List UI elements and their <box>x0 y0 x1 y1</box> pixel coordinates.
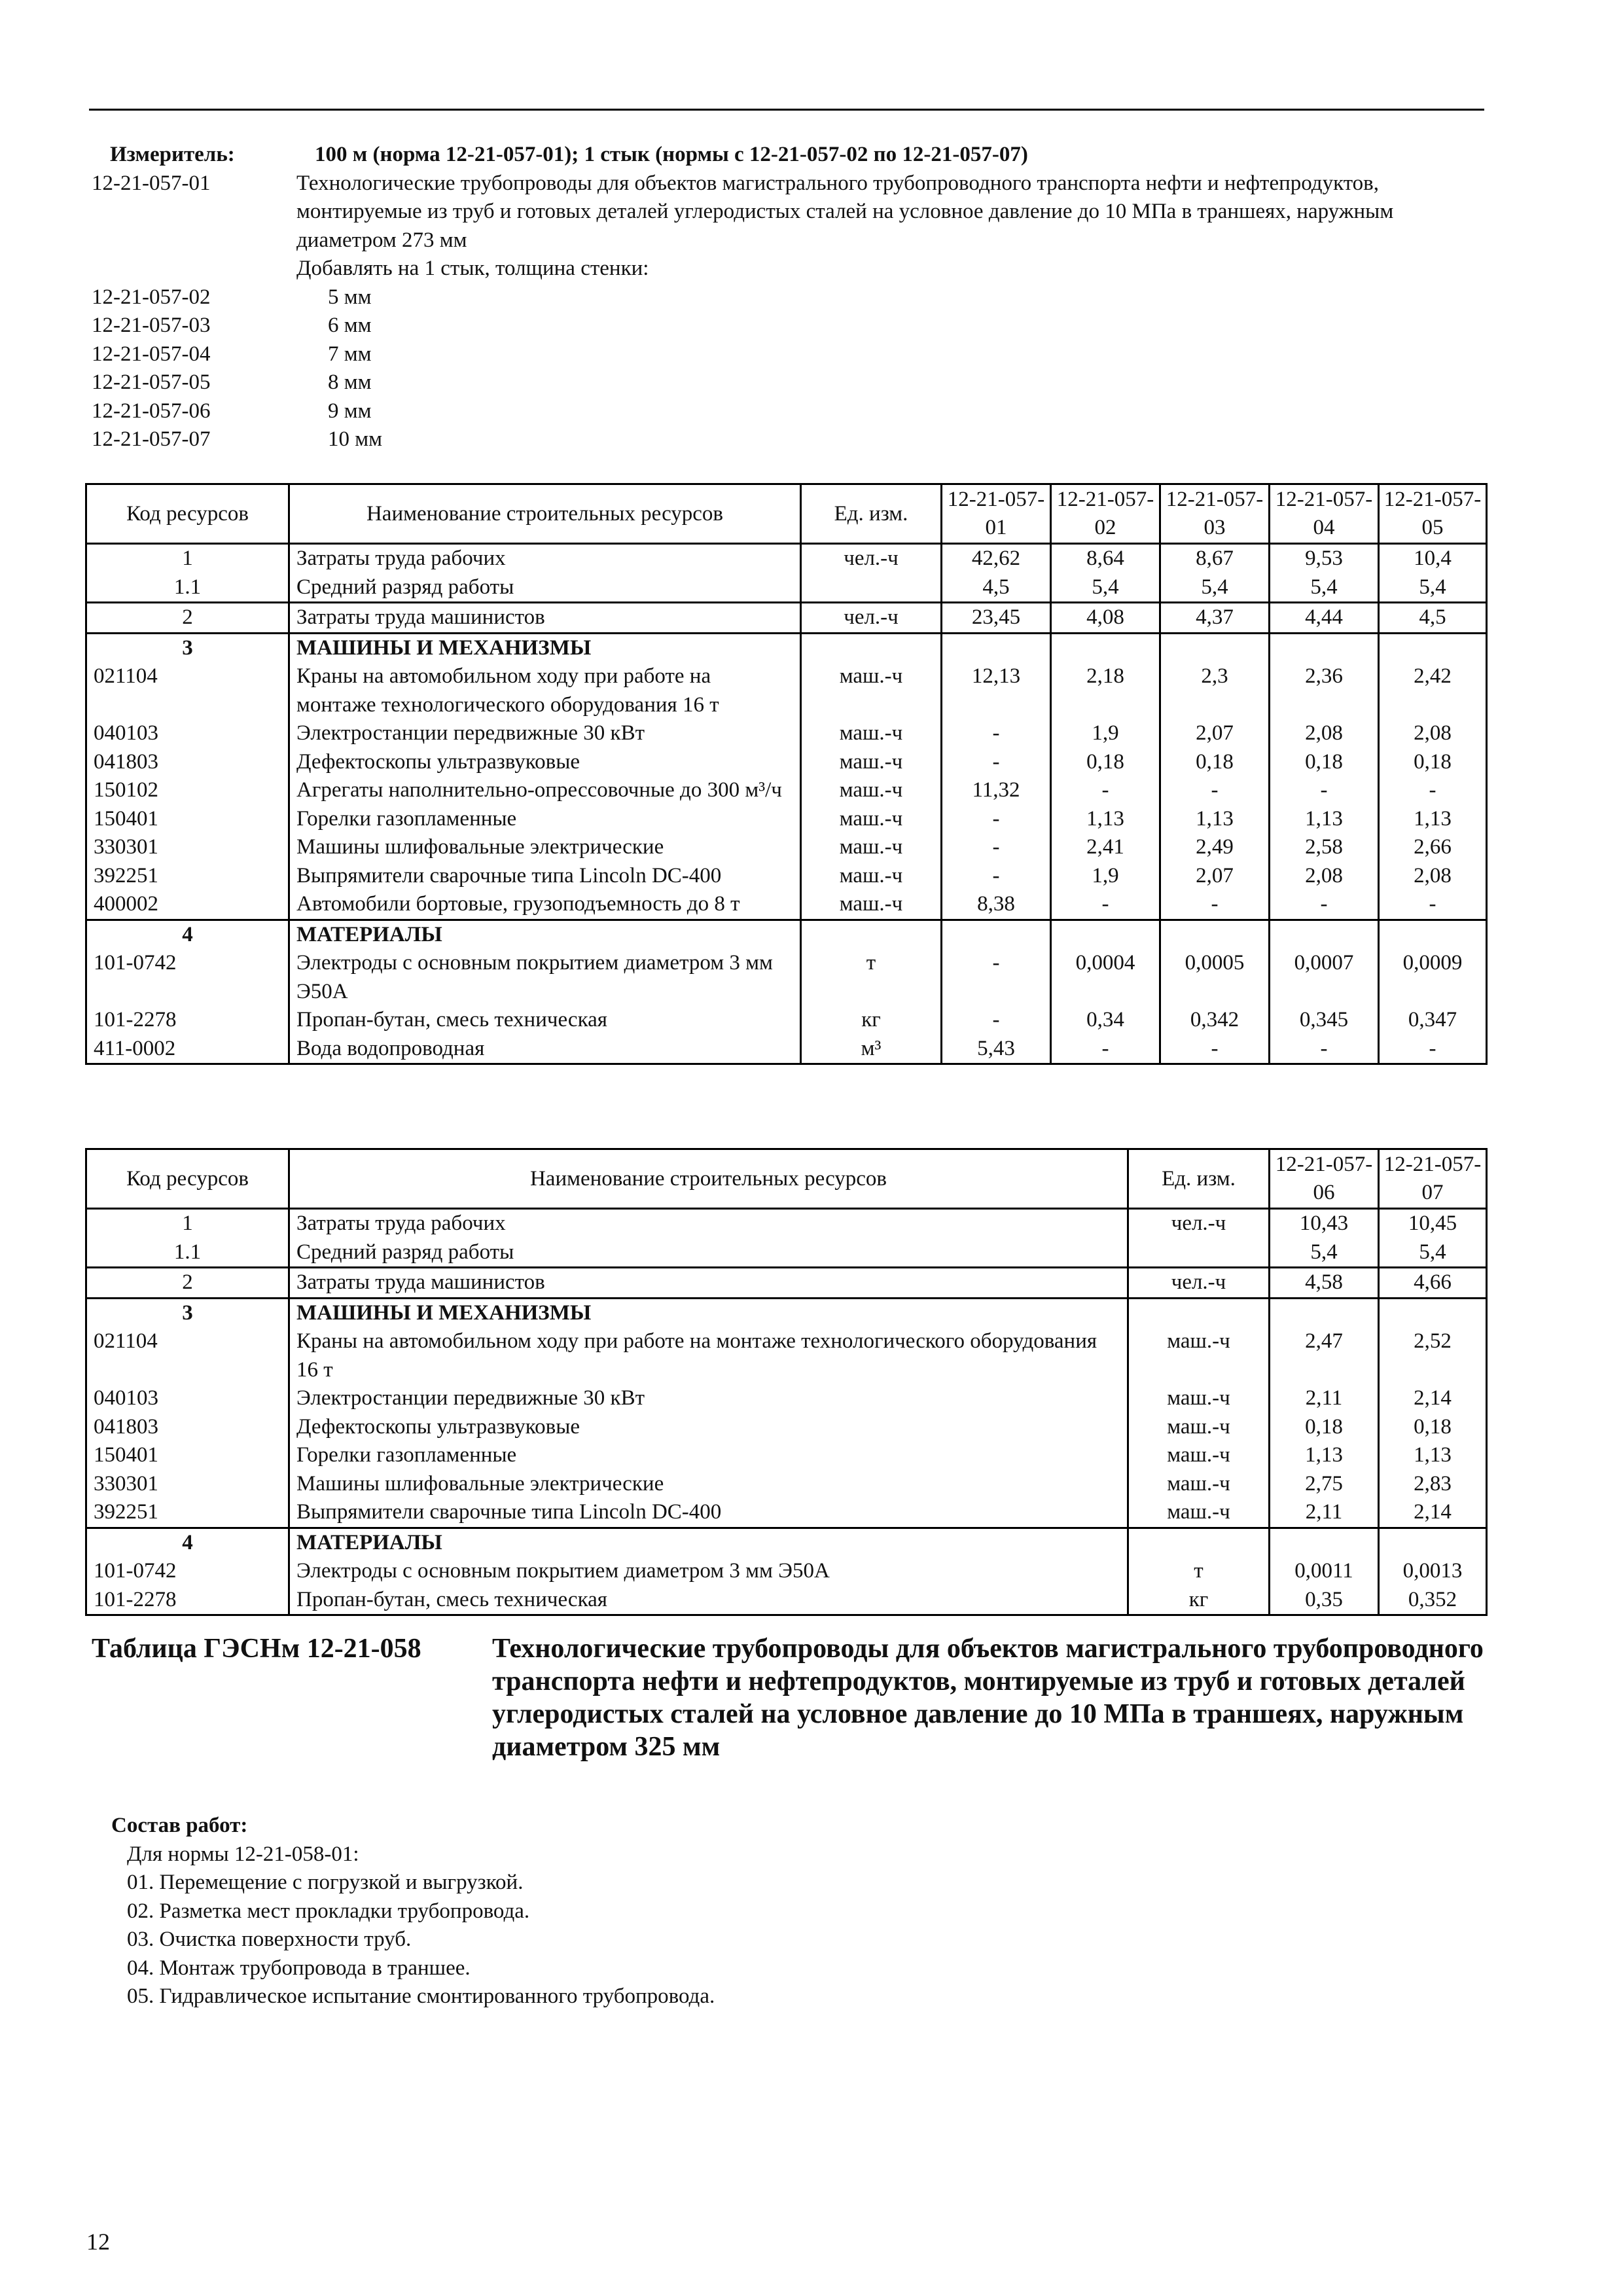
cell-value: 0,18 <box>1379 748 1487 777</box>
cell-value: 2,14 <box>1379 1498 1487 1528</box>
cell-value: 23,45 <box>942 603 1051 634</box>
cell-value: 1,13 <box>1270 805 1379 834</box>
cell-value: - <box>1270 776 1379 805</box>
resources-table-2 <box>85 1148 1488 1616</box>
cell-unit: чел.-ч <box>1128 1268 1270 1299</box>
cell-value: 42,62 <box>942 544 1051 573</box>
cell-value: - <box>942 719 1051 748</box>
cell-name: Выпрямители сварочные типа Lincoln DC-400 <box>289 862 801 891</box>
norm-code: 12-21-057-01 <box>92 171 211 195</box>
cell-value: 5,4 <box>1270 1238 1379 1268</box>
table-row <box>86 1557 1487 1586</box>
header-norm: 12-21-057-07 <box>1379 1149 1487 1209</box>
header-norm: 12-21-057-05 <box>1379 484 1487 544</box>
table-row <box>86 1238 1487 1268</box>
table-row <box>86 1298 1487 1327</box>
cell-unit: маш.-ч <box>1128 1441 1270 1470</box>
work-item: 05. Гидравлическое испытание смонтированного трубопровода. <box>127 1984 715 2008</box>
cell-value: 4,08 <box>1051 603 1160 634</box>
work-item: 01. Перемещение с погрузкой и выгрузкой. <box>127 1871 524 1894</box>
cell-code: 021104 <box>86 1327 289 1384</box>
cell-name: Средний разряд работы <box>289 1238 1128 1268</box>
table-row <box>86 833 1487 862</box>
cell-code: 101-0742 <box>86 949 289 1006</box>
table-title <box>92 1632 1486 1763</box>
cell-unit: маш.-ч <box>801 805 942 834</box>
cell-name: Горелки газопламенные <box>289 805 801 834</box>
cell-name: Машины шлифовальные электрические <box>289 833 801 862</box>
table-row <box>86 776 1487 805</box>
header-name: Наименование строительных ресурсов <box>289 1149 1128 1209</box>
cell-name: Затраты труда машинистов <box>289 1268 1128 1299</box>
table-row <box>86 1586 1487 1615</box>
cell-unit: маш.-ч <box>801 719 942 748</box>
cell-code: 1 <box>86 544 289 573</box>
cell-value: 2,08 <box>1270 719 1379 748</box>
resources-table-1 <box>85 483 1488 1065</box>
cell-value: 2,66 <box>1379 833 1487 862</box>
cell-code: 411-0002 <box>86 1035 289 1064</box>
cell-value: 2,08 <box>1270 862 1379 891</box>
cell-value: 0,18 <box>1379 1413 1487 1442</box>
table-title-text: Технологические трубопроводы для объектов магистрального трубопроводного транспорта нефти и нефтепродуктов, монтируемые из труб и готовых деталей углеродистых сталей на условное давление до 10 МПа в траншеях, наружным диаметром 325 мм <box>492 1634 1484 1762</box>
norm-text: 5 мм <box>328 285 372 309</box>
header-norm: 12-21-057-04 <box>1270 484 1379 544</box>
cell-code: 330301 <box>86 833 289 862</box>
cell-unit: чел.-ч <box>801 603 942 634</box>
cell-value: 1,13 <box>1160 805 1270 834</box>
cell-name: Затраты труда машинистов <box>289 603 801 634</box>
cell-value: 1,13 <box>1379 805 1487 834</box>
cell-unit: маш.-ч <box>801 890 942 920</box>
cell-value <box>1051 920 1160 949</box>
header-name: Наименование строительных ресурсов <box>289 484 801 544</box>
cell-value: 5,4 <box>1051 573 1160 603</box>
table-row <box>86 1384 1487 1413</box>
norm-text: 8 мм <box>328 370 372 394</box>
norm-code: 12-21-057-06 <box>92 399 211 423</box>
cell-value: 5,4 <box>1379 573 1487 603</box>
cell-unit: кг <box>801 1006 942 1035</box>
top-rule <box>89 109 1484 111</box>
cell-value: 2,83 <box>1379 1470 1487 1499</box>
cell-unit: чел.-ч <box>801 544 942 573</box>
cell-code: 040103 <box>86 1384 289 1413</box>
norm-text: 7 мм <box>328 342 372 366</box>
measurement-block <box>92 141 1486 454</box>
cell-value: 0,0007 <box>1270 949 1379 1006</box>
cell-value <box>1160 920 1270 949</box>
cell-value: 0,34 <box>1051 1006 1160 1035</box>
cell-value: 1,9 <box>1051 719 1160 748</box>
cell-value: 0,0011 <box>1270 1557 1379 1586</box>
cell-value: 8,38 <box>942 890 1051 920</box>
cell-name: МАШИНЫ И МЕХАНИЗМЫ <box>289 633 801 662</box>
cell-value <box>1160 633 1270 662</box>
cell-code: 3 <box>86 1298 289 1327</box>
cell-code: 150401 <box>86 805 289 834</box>
cell-value: - <box>942 833 1051 862</box>
cell-value: 2,11 <box>1270 1384 1379 1413</box>
cell-value: 2,52 <box>1379 1327 1487 1384</box>
table-row <box>86 890 1487 920</box>
cell-code: 041803 <box>86 1413 289 1442</box>
cell-value <box>1270 920 1379 949</box>
cell-value: - <box>942 805 1051 834</box>
cell-unit: маш.-ч <box>801 862 942 891</box>
cell-value: 2,3 <box>1160 662 1270 719</box>
table-row <box>86 662 1487 719</box>
cell-unit <box>801 573 942 603</box>
cell-code: 392251 <box>86 1498 289 1528</box>
cell-value: 0,0009 <box>1379 949 1487 1006</box>
cell-value: 0,35 <box>1270 1586 1379 1615</box>
cell-value <box>1379 920 1487 949</box>
cell-value: 11,32 <box>942 776 1051 805</box>
cell-value: - <box>1379 1035 1487 1064</box>
table-row <box>86 1413 1487 1442</box>
cell-value: 2,47 <box>1270 1327 1379 1384</box>
header-norm: 12-21-057-02 <box>1051 484 1160 544</box>
cell-unit: маш.-ч <box>801 833 942 862</box>
cell-value: 2,42 <box>1379 662 1487 719</box>
work-norm: Для нормы 12-21-058-01: <box>127 1842 359 1866</box>
cell-value: 8,64 <box>1051 544 1160 573</box>
cell-value: 2,75 <box>1270 1470 1379 1499</box>
cell-value: 0,18 <box>1270 1413 1379 1442</box>
cell-code: 2 <box>86 1268 289 1299</box>
cell-unit <box>1128 1238 1270 1268</box>
cell-name: Электроды с основным покрытием диаметром 3 мм Э50А <box>289 949 801 1006</box>
cell-value <box>1270 1298 1379 1327</box>
cell-unit: чел.-ч <box>1128 1209 1270 1238</box>
measurement-label: Измеритель: <box>110 143 235 166</box>
cell-name: Затраты труда рабочих <box>289 1209 1128 1238</box>
cell-value: 5,43 <box>942 1035 1051 1064</box>
cell-code: 040103 <box>86 719 289 748</box>
cell-name: Электростанции передвижные 30 кВт <box>289 1384 1128 1413</box>
norm-code: 12-21-057-04 <box>92 342 211 366</box>
cell-code: 400002 <box>86 890 289 920</box>
cell-value: 5,4 <box>1379 1238 1487 1268</box>
table-row <box>86 920 1487 949</box>
cell-value: 0,0005 <box>1160 949 1270 1006</box>
norm-text: Технологические трубопроводы для объектов магистрального трубопроводного транспорта нефти и нефтепродуктов, монтируемые из труб и готовых деталей углеродистых сталей на условное давление до 10 МПа в траншеях, наружным диаметром 273 мм <box>296 171 1394 252</box>
table-row <box>86 1268 1487 1299</box>
cell-value: 4,37 <box>1160 603 1270 634</box>
cell-name: Затраты труда рабочих <box>289 544 801 573</box>
cell-value <box>1270 633 1379 662</box>
cell-value: 4,5 <box>1379 603 1487 634</box>
cell-value: - <box>1051 1035 1160 1064</box>
cell-unit <box>1128 1298 1270 1327</box>
cell-code: 150401 <box>86 1441 289 1470</box>
cell-value: 2,36 <box>1270 662 1379 719</box>
cell-name: Вода водопроводная <box>289 1035 801 1064</box>
cell-value: - <box>1160 776 1270 805</box>
table-row <box>86 805 1487 834</box>
cell-name: Автомобили бортовые, грузоподъемность до 8 т <box>289 890 801 920</box>
table-row <box>86 719 1487 748</box>
table-row <box>86 544 1487 573</box>
cell-code: 392251 <box>86 862 289 891</box>
norm-code: 12-21-057-07 <box>92 427 211 451</box>
cell-value: 8,67 <box>1160 544 1270 573</box>
cell-unit <box>801 633 942 662</box>
cell-value: 1,9 <box>1051 862 1160 891</box>
cell-unit: маш.-ч <box>801 662 942 719</box>
table-body <box>86 1209 1487 1615</box>
cell-value: - <box>942 949 1051 1006</box>
cell-value: 2,07 <box>1160 862 1270 891</box>
cell-code: 2 <box>86 603 289 634</box>
header-norm: 12-21-057-03 <box>1160 484 1270 544</box>
cell-value: 10,4 <box>1379 544 1487 573</box>
cell-value: 0,345 <box>1270 1006 1379 1035</box>
cell-value: - <box>1160 1035 1270 1064</box>
cell-value <box>1379 1298 1487 1327</box>
cell-name: Дефектоскопы ультразвуковые <box>289 1413 1128 1442</box>
norm-code <box>92 255 296 283</box>
cell-name: Горелки газопламенные <box>289 1441 1128 1470</box>
cell-value: 12,13 <box>942 662 1051 719</box>
cell-value: 10,43 <box>1270 1209 1379 1238</box>
cell-value: 4,44 <box>1270 603 1379 634</box>
table-row <box>86 748 1487 777</box>
cell-value: 0,18 <box>1270 748 1379 777</box>
cell-unit: маш.-ч <box>801 748 942 777</box>
cell-value: 2,41 <box>1051 833 1160 862</box>
cell-value: 5,4 <box>1160 573 1270 603</box>
cell-value: 0,352 <box>1379 1586 1487 1615</box>
cell-value <box>1051 633 1160 662</box>
cell-value: 0,347 <box>1379 1006 1487 1035</box>
cell-value: - <box>1051 776 1160 805</box>
cell-code: 150102 <box>86 776 289 805</box>
cell-value: 4,66 <box>1379 1268 1487 1299</box>
cell-code: 041803 <box>86 748 289 777</box>
table-number: Таблица ГЭСНм 12-21-058 <box>92 1634 421 1664</box>
table-row <box>86 862 1487 891</box>
cell-value: 10,45 <box>1379 1209 1487 1238</box>
cell-value <box>1379 633 1487 662</box>
norm-code: 12-21-057-02 <box>92 285 211 309</box>
cell-code: 1.1 <box>86 1238 289 1268</box>
cell-value: 2,08 <box>1379 719 1487 748</box>
cell-value: - <box>1160 890 1270 920</box>
cell-unit: маш.-ч <box>1128 1384 1270 1413</box>
table-row <box>86 1528 1487 1557</box>
cell-value: 2,58 <box>1270 833 1379 862</box>
cell-value: - <box>942 862 1051 891</box>
cell-name: Электроды с основным покрытием диаметром 3 мм Э50А <box>289 1557 1128 1586</box>
cell-name: Дефектоскопы ультразвуковые <box>289 748 801 777</box>
cell-unit: маш.-ч <box>801 776 942 805</box>
cell-value <box>942 920 1051 949</box>
cell-name: Краны на автомобильном ходу при работе на монтаже технологического оборудования 16 т <box>289 662 801 719</box>
cell-unit: т <box>801 949 942 1006</box>
table-row <box>86 1006 1487 1035</box>
cell-unit: т <box>1128 1557 1270 1586</box>
cell-name: Краны на автомобильном ходу при работе на монтаже технологического оборудования 16 т <box>289 1327 1128 1384</box>
cell-name: Выпрямители сварочные типа Lincoln DC-400 <box>289 1498 1128 1528</box>
cell-unit: маш.-ч <box>1128 1413 1270 1442</box>
cell-value: 2,08 <box>1379 862 1487 891</box>
cell-value: - <box>1379 890 1487 920</box>
cell-unit: м³ <box>801 1035 942 1064</box>
cell-value: - <box>1270 890 1379 920</box>
table-row <box>86 633 1487 662</box>
cell-code: 101-2278 <box>86 1586 289 1615</box>
header-unit: Ед. изм. <box>801 484 942 544</box>
table-body <box>86 544 1487 1064</box>
cell-value: 2,18 <box>1051 662 1160 719</box>
cell-value <box>1270 1528 1379 1557</box>
cell-unit: маш.-ч <box>1128 1498 1270 1528</box>
table-row <box>86 573 1487 603</box>
cell-value: - <box>1379 776 1487 805</box>
cell-code: 3 <box>86 633 289 662</box>
cell-unit <box>801 920 942 949</box>
cell-value <box>942 633 1051 662</box>
work-item: 03. Очистка поверхности труб. <box>127 1928 412 1951</box>
header-unit: Ед. изм. <box>1128 1149 1270 1209</box>
norm-text: Добавлять на 1 стык, толщина стенки: <box>296 257 649 280</box>
cell-value: 2,11 <box>1270 1498 1379 1528</box>
cell-value: 1,13 <box>1051 805 1160 834</box>
header-norm: 12-21-057-06 <box>1270 1149 1379 1209</box>
cell-value: 4,5 <box>942 573 1051 603</box>
cell-value: 1,13 <box>1379 1441 1487 1470</box>
cell-name: Пропан-бутан, смесь техническая <box>289 1006 801 1035</box>
table-row <box>86 1470 1487 1499</box>
cell-code: 1.1 <box>86 573 289 603</box>
cell-name: МАТЕРИАЛЫ <box>289 920 801 949</box>
norm-text: 6 мм <box>328 314 372 337</box>
cell-name: Электростанции передвижные 30 кВт <box>289 719 801 748</box>
table-row <box>86 1209 1487 1238</box>
cell-name: Пропан-бутан, смесь техническая <box>289 1586 1128 1615</box>
cell-code: 021104 <box>86 662 289 719</box>
cell-value: - <box>1051 890 1160 920</box>
table-row <box>86 1035 1487 1064</box>
cell-value: 0,0013 <box>1379 1557 1487 1586</box>
cell-unit: маш.-ч <box>1128 1327 1270 1384</box>
measurement-value: 100 м (норма 12-21-057-01); 1 стык (нормы с 12-21-057-02 по 12-21-057-07) <box>315 143 1028 166</box>
cell-value: - <box>942 1006 1051 1035</box>
cell-code: 101-0742 <box>86 1557 289 1586</box>
norm-code: 12-21-057-03 <box>92 314 211 337</box>
cell-code: 330301 <box>86 1470 289 1499</box>
cell-value: 5,4 <box>1270 573 1379 603</box>
cell-unit <box>1128 1528 1270 1557</box>
cell-code: 101-2278 <box>86 1006 289 1035</box>
cell-value: 0,18 <box>1160 748 1270 777</box>
cell-value: 0,18 <box>1051 748 1160 777</box>
cell-code: 4 <box>86 1528 289 1557</box>
cell-value: 2,07 <box>1160 719 1270 748</box>
cell-unit: кг <box>1128 1586 1270 1615</box>
table-row <box>86 1498 1487 1528</box>
cell-value: - <box>942 748 1051 777</box>
norm-text: 9 мм <box>328 399 372 423</box>
table-row <box>86 1441 1487 1470</box>
cell-name: МАШИНЫ И МЕХАНИЗМЫ <box>289 1298 1128 1327</box>
cell-value: 0,0004 <box>1051 949 1160 1006</box>
cell-value: 0,342 <box>1160 1006 1270 1035</box>
cell-value: 1,13 <box>1270 1441 1379 1470</box>
work-item: 02. Разметка мест прокладки трубопровода. <box>127 1899 530 1923</box>
table-row <box>86 949 1487 1006</box>
work-heading: Состав работ: <box>111 1814 248 1837</box>
cell-value: 2,49 <box>1160 833 1270 862</box>
norm-code: 12-21-057-05 <box>92 370 211 394</box>
cell-unit: маш.-ч <box>1128 1470 1270 1499</box>
work-composition <box>111 1812 1420 2011</box>
work-item: 04. Монтаж трубопровода в траншее. <box>127 1956 471 1980</box>
page-number: 12 <box>86 2229 110 2255</box>
table-row <box>86 603 1487 634</box>
cell-value: 4,58 <box>1270 1268 1379 1299</box>
cell-value: 2,14 <box>1379 1384 1487 1413</box>
header-code: Код ресурсов <box>86 484 289 544</box>
cell-name: Средний разряд работы <box>289 573 801 603</box>
cell-name: МАТЕРИАЛЫ <box>289 1528 1128 1557</box>
cell-name: Машины шлифовальные электрические <box>289 1470 1128 1499</box>
cell-value: 9,53 <box>1270 544 1379 573</box>
header-code: Код ресурсов <box>86 1149 289 1209</box>
cell-code: 1 <box>86 1209 289 1238</box>
cell-name: Агрегаты наполнительно-опрессовочные до 300 м³/ч <box>289 776 801 805</box>
cell-value: - <box>1270 1035 1379 1064</box>
norm-text: 10 мм <box>328 427 383 451</box>
cell-value <box>1379 1528 1487 1557</box>
cell-code: 4 <box>86 920 289 949</box>
header-norm: 12-21-057-01 <box>942 484 1051 544</box>
table-row <box>86 1327 1487 1384</box>
